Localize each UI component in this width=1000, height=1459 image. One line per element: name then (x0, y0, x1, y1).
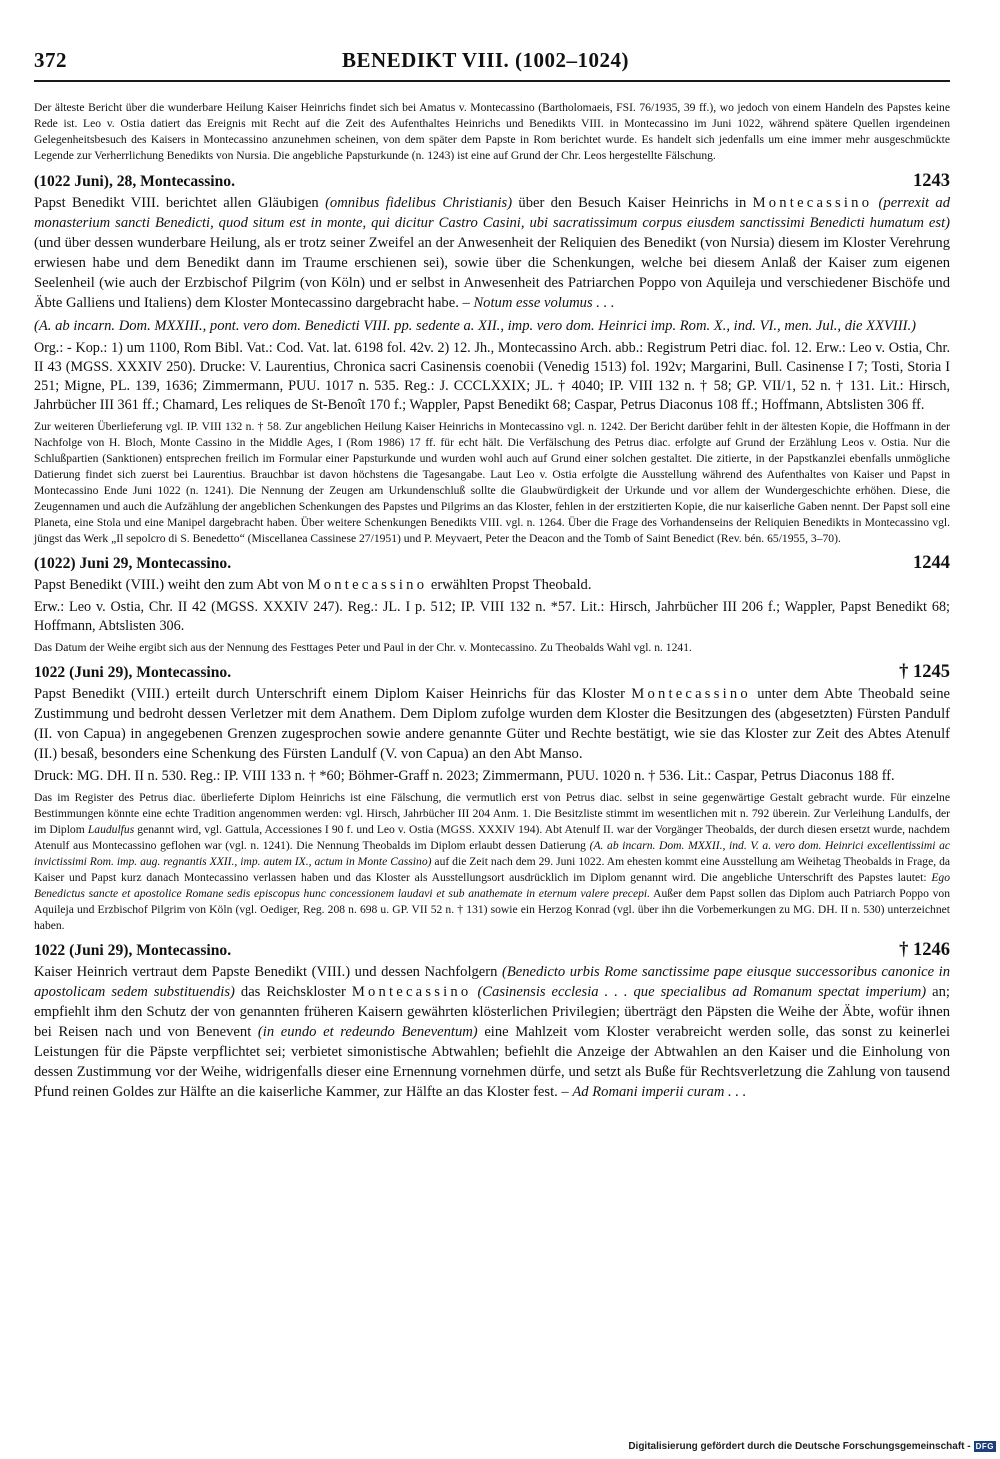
digitization-footer (628, 1441, 996, 1452)
dating-formula-1243: (A. ab incarn. Dom. MXXIII., pont. vero dom. Benedicti VIII. pp. sedente a. XII., imp. vero dom. Heinrici imp. Rom. X., ind. VI., men. Jul., die XXVIII.) (34, 318, 917, 334)
header-rule (34, 80, 950, 82)
regest-number: † 1246 (899, 940, 950, 960)
entry-heading-1245 (34, 661, 950, 684)
entry-heading-1243 (34, 170, 950, 193)
regest-text-1244: Papst Benedikt (VIII.) weiht den zum Abt von Montecassino erwählten Propst Theobald. (34, 577, 592, 593)
page-content (34, 100, 950, 1105)
commentary-1244: Das Datum der Weihe ergibt sich aus der Nennung des Festtages Peter und Paul in der Chr. v. Montecassino. Zu Theobalds Wahl vgl. n. 1241. (34, 641, 692, 654)
entry-date-place: 1022 (Juni 29), Montecassino. (34, 664, 232, 681)
running-header (34, 44, 950, 84)
entry-heading-1244 (34, 552, 950, 575)
entry-date-place: (1022 Juni), 28, Montecassino. (34, 173, 235, 190)
regest-number: 1243 (913, 171, 950, 191)
regest-number: † 1245 (899, 662, 950, 682)
references-1244: Erw.: Leo v. Ostia, Chr. II 42 (MGSS. XXXIV 247). Reg.: JL. I p. 512; IP. VIII 132 n. *57. Lit.: Hirsch, Jahrbücher III 206 f.; Wappler, Papst Benedikt 68; Hoffmann, Abtslisten 306. (34, 599, 950, 634)
page-number: 372 (34, 48, 67, 72)
regest-text-1245: Papst Benedikt (VIII.) erteilt durch Unterschrift einem Diplom Kaiser Heinrichs für das Kloster Montecassino unter dem Abte Theobald seine Zustimmung und bedroht dessen Verletzer mit dem Anathem. Dem Diplom zufolge wurden dem Kloster die Besitzungen des (abgesetzten) Fürsten Pandulf (II. von Capua) in angegebenen Grenzen zugesprochen sowie andere genannte Güter und Rechte bestätigt, wie sie das Kloster zur Zeit des Abtes Atenulf (II.) besaß, besonders eine Schenkung des Fürsten Landulf (V. von Capua) an den Abt Manso. (34, 686, 950, 762)
references-1243: Org.: - Kop.: 1) um 1100, Rom Bibl. Vat.: Cod. Vat. lat. 6198 fol. 42v. 2) 12. Jh., Montecassino Arch. abb.: Registrum Petri diac. fol. 12. Erw.: Leo v. Ostia, Chr. II 43 (MGSS. XXXIV 250). Drucke: V. Laurentius, Chronica sacri Casinensis coenobii (Venedig 1513) fol. 192v; Margarini, Bull. Casinense I 7; Tosti, Storia I 251; Migne, PL. 139, 1636; Zimmermann, PUU. 1017 n. 535. Reg.: J. CCCLXXIX; JL. † 4040; IP. VIII 132 n. † 58; GP. VII/1, 52 n. † 131. Lit.: Hirsch, Jahrbücher III 361 ff.; Chamard, Les reliques de St-Benoît 170 f.; Wappler, Papst Benedikt 68; Caspar, Petrus Diaconus 108 ff.; Hoffmann, Abtslisten 306 ff. (34, 340, 950, 413)
intro-note: Der älteste Bericht über die wunderbare Heilung Kaiser Heinrichs findet sich bei Amatus v. Montecassino (Bartholomaeis, FSI. 76/1935, 39 ff.), wo jedoch von einem Handeln des Papstes keine Rede ist. Leo v. Ostia datiert das Ereignis mit Recht auf die Zeit des Aufenthaltes Heinrichs und Benedikts VIII. in Montecassino im Juni 1022, während spätere Quellen irgendeinen Gelegenheitsbesuch des Kaisers in Montecassino anzunehmen scheinen, von dem später dem Papste in Rom berichtet wurde. Es handelt sich jedenfalls um eine immer mehr ausgeschmückte Legende zur Verherrlichung Benedikts von Nursia. Die angebliche Papsturkunde (n. 1243) ist eine auf Grund der Chr. Leos hergestellte Fälschung. (34, 101, 950, 162)
entry-heading-1246 (34, 939, 950, 962)
regest-number: 1244 (913, 553, 950, 573)
references-1245: Druck: MG. DH. II n. 530. Reg.: IP. VIII 133 n. † *60; Böhmer-Graff n. 2023; Zimmermann, PUU. 1020 n. † 536. Lit.: Caspar, Petrus Diaconus 188 ff. (34, 768, 895, 784)
entry-date-place: 1022 (Juni 29), Montecassino. (34, 942, 232, 959)
regest-text-1243: Papst Benedikt VIII. berichtet allen Gläubigen (omnibus fidelibus Christianis) über den Besuch Kaiser Heinrichs in Montecassino (perrexit ad monasterium sancti Benedicti, quod situm est in monte, qui dicitur Castro Casini, ubi sacratissimum corpus eiusdem sanctissimi Benedicti humatum est) (und über dessen wunderbare Heilung, als er trotz seiner Zweifel an der Anwesenheit der Reliquien des Benedikt (von Nursia) diesem im Kloster Verehrung erwiesen habe und dem Benedikt dann im Traume erschienen sei), sowie über die Schenkungen, welche bei diesem Anlaß der Kaiser zum eigenen Seelenheil (wie auch der Erzbischof Pilgrim (von Köln) und er selbst in Anwesenheit des Patriarchen Poppo von Aquileja und verschiedener Bischöfe und Äbte Galliens und Italiens) dem Kloster Montecassino dargebracht habe. – Notum esse volumus . . . (34, 195, 950, 311)
regest-text-1246: Kaiser Heinrich vertraut dem Papste Benedikt (VIII.) und dessen Nachfolgern (Benedicto urbis Rome sanctissime pape eiusque successoribus canonice in apostolicam sedem substituendis) das Reichskloster Montecassino (Casinensis ecclesia . . . que specialibus ad Romanum spectat imperium) an; empfiehlt ihm den Schutz der von genannten früheren Kaisern gewährten klösterlichen Privilegien; überträgt den Päpsten die Weihe der Äbte, wofür ihnen bei Reisen nach und von Benevent (in eundo et redeundo Beneventum) eine Mahlzeit vom Kloster verabreicht werden solle, das sonst zu keinerlei Leistungen für die Päpste verpflichtet sei; verbietet simonistische Abtwahlen; befiehlt die Anzeige der Abtwahlen an den Kaiser und die Einholung von dessen Zustimmung vor der Weihe, widrigenfalls dieser eine Ernennung vornehmen dürfe, und setzt als Buße für Rechtsverletzung die Zahlung von tausend Pfund reinen Goldes zur Hälfte an die kaiserliche Kammer, zur Hälfte an das Kloster fest. – Ad Romani imperii curam . . . (34, 964, 950, 1100)
commentary-1243: Zur weiteren Überlieferung vgl. IP. VIII 132 n. † 58. Zur angeblichen Heilung Kaiser Heinrichs in Montecassino vgl. n. 1242. Der Bericht darüber fehlt in der ältesten Kopie, die Hoffmann in der Nachfolge von H. Bloch, Monte Cassino in the Middle Ages, I (Rom 1986) 17 ff. für echt hält. Die Verfälschung des Petrus diac. erfolgte auf Grund der Erzählung Leos v. Ostia. Nur die Schlußpartien (Sanktionen) entsprechen freilich im Formular einer Papsturkunde und wurden wohl auch auf Grund einer solchen gestaltet. Die zitierte, in der Papstkanzlei ebenfalls unmögliche Datierung findet sich zuerst bei Laurentius. Brauchbar ist davon höchstens die Tagesangabe. Laut Leo v. Ostia erfolgte die Ausstellung während des Aufenthaltes von Kaiser und Papst in Montecassino Ende Juni 1022 (n. 1241). Die Nennung der Zeugen am Urkundenschluß sollte die Glaubwürdigkeit der Urkunde und vor allem der Wundergeschichte erhöhen. Diese, die Zeugennamen und auch die Aufzählung der angeblichen Schenkungen des Papstes und Pilgrims an das Kloster, fehlen in der erstzitierten Kopie, die nur kaiserliche Gaben nennt. Der Papst soll eine Planeta, eine Stola und eine Manipel dargebracht haben. Über weitere Schenkungen Benedikts VIII. vgl. n. 1264. Über die Frage des Vorhandenseins der Reliquien Benedikts in Montecassino vgl. jüngst das Werk „Il sepolcro di S. Benedetto“ (Miscellanea Cassinese 27/1951) und P. Meyvaert, Peter the Deacon and the Tomb of Saint Benedict (Rev. bén. 65/1955, 3–70). (34, 420, 950, 545)
entry-date-place: (1022) Juni 29, Montecassino. (34, 555, 232, 572)
running-title: BENEDIKT VIII. (1002–1024) (342, 48, 630, 72)
footer-text: Digitalisierung gefördert durch die Deutsche Forschungsgemeinschaft - (628, 1441, 971, 1452)
dfg-logo-icon: DFG (975, 1442, 994, 1451)
commentary-1245: Das im Register des Petrus diac. überlieferte Diplom Heinrichs ist eine Fälschung, die vermutlich erst von Petrus diac. selbst in seine gegenwärtige Gestalt gebracht wurde. Für einzelne Bestimmungen könnte eine echte Tradition angenommen werden: vgl. Hirsch, Jahrbücher III 204 Anm. 1. Die Besitzliste stimmt im wesentlichen mit n. 792 überein. Zur Verleihung Landulfs, der im Diplom Laudulfus genannt wird, vgl. Gattula, Accessiones I 90 f. und Leo v. Ostia (MGSS. XXXIV 194). Abt Atenulf II. war der Vorgänger Theobalds, der durch diesen ersetzt wurde, nachdem Atenulf aus Montecassino geflohen war (vgl. n. 1241). Die Nennung Theobalds im Diplom erlaubt dessen Datierung (A. ab incarn. Dom. MXXII., ind. V. a. vero dom. Heinrici excellentissimi ac invictissimi Rom. imp. aug. regnantis XXII., imp. autem IX., actum in Monte Cassino) auf die Zeit nach dem 29. Juni 1022. Am ehesten kommt eine Ausstellung am Weihetag Theobalds in Frage, da Kaiser und Papst kurz danach Montecassino verlassen haben und das Kloster als Ausstellungsort ausdrücklich im Diplom genannt wird. Die angebliche Unterschrift des Papstes lautet: Ego Benedictus sancte et apostolice Romane sedis episcopus hunc concessionem laudavi et sub anathemate in eternum valere precepi. Außer dem Papst sollen das Diplom auch Patriarch Poppo von Aquileja und Erzbischof Pilgrim von Köln (vgl. Oediger, Reg. 208 n. 698 u. GP. VII 52 n. † 131) sowie ein Herzog Konrad (vgl. über ihn die Vorbemerkungen zu MG. DH. II n. 530) unterzeichnet haben. (34, 791, 951, 932)
